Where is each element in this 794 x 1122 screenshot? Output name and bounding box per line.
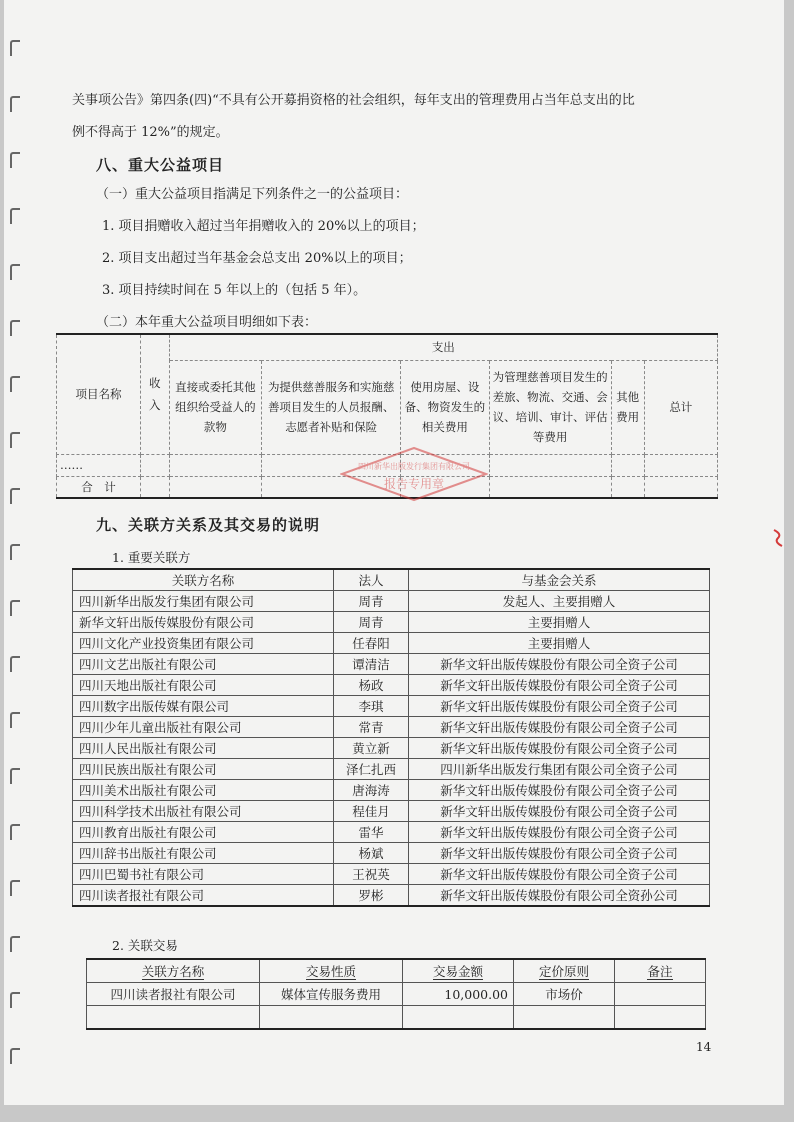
intro-line-2: 例不得高于 12%”的规定。 (72, 125, 229, 140)
header-trans-nature: 交易性质 (305, 964, 356, 979)
col-project-name: 项目名称 (57, 334, 141, 454)
header-relation: 与基金会关系 (409, 569, 710, 591)
table-row: 四川天地出版社有限公司 杨政 新华文轩出版传媒股份有限公司全资子公司 (73, 675, 710, 696)
table-row: 四川文化产业投资集团有限公司 任春阳 主要捐赠人 (73, 633, 710, 654)
row-ellipsis: …… (57, 454, 141, 476)
section9-sub1: 1. 重要关联方 (112, 550, 191, 565)
section8-p1: （一）重大公益项目指满足下列条件之一的公益项目： (96, 187, 409, 202)
red-edge-mark (772, 528, 784, 548)
table-row: 四川辞书出版社有限公司 杨斌 新华文轩出版传媒股份有限公司全资子公司 (73, 843, 710, 864)
table-row: 四川巴蜀书社有限公司 王祝英 新华文轩出版传媒股份有限公司全资子公司 (73, 864, 710, 885)
table-row: 四川读者报社有限公司 媒体宣传服务费用 10,000.00 市场价 (87, 983, 706, 1006)
section8-item-1: 1. 项目捐赠收入超过当年捐赠收入的 20%以上的项目； (102, 219, 425, 234)
table-row: 新华文轩出版传媒股份有限公司 周青 主要捐赠人 (73, 612, 710, 633)
section8-item-2: 2. 项目支出超过当年基金会总支出 20%以上的项目； (102, 251, 412, 266)
header-trans-pricing: 定价原则 (538, 964, 589, 979)
col-income: 收入 (140, 334, 169, 454)
header-trans-amount: 交易金额 (432, 964, 483, 979)
section9-heading: 九、关联方关系及其交易的说明 (96, 516, 321, 534)
report-stamp (340, 446, 488, 502)
section9-sub2: 2. 关联交易 (112, 938, 178, 953)
table-row: 四川人民出版社有限公司 黄立新 新华文轩出版传媒股份有限公司全资子公司 (73, 738, 710, 759)
col-total: 总计 (644, 360, 717, 454)
col-expense-4: 为管理慈善项目发生的差旅、物流、交通、会议、培训、审计、评估等费用 (489, 360, 611, 454)
table-row (87, 1006, 706, 1030)
header-trans-remark: 备注 (647, 964, 673, 979)
col-expense-2: 为提供慈善服务和实施慈善项目发生的人员报酬、志愿者补贴和保险 (262, 360, 401, 454)
col-expense-group: 支出 (169, 334, 717, 360)
table-row: 四川民族出版社有限公司 泽仁扎西 四川新华出版发行集团有限公司全资子公司 (73, 759, 710, 780)
table-row: 四川教育出版社有限公司 雷华 新华文轩出版传媒股份有限公司全资子公司 (73, 822, 710, 843)
page-number: 14 (696, 1040, 712, 1054)
col-expense-5: 其他费用 (611, 360, 644, 454)
table-row: 四川科学技术出版社有限公司 程佳月 新华文轩出版传媒股份有限公司全资子公司 (73, 801, 710, 822)
header-legal-person: 法人 (334, 569, 409, 591)
stamp-line-1: 四川新华出版发行集团有限公司 (358, 462, 470, 471)
section8-p2: （二）本年重大公益项目明细如下表： (96, 315, 318, 330)
header-party-name: 关联方名称 (73, 569, 334, 591)
document-page (4, 0, 784, 1105)
header-trans-party: 关联方名称 (141, 964, 205, 979)
col-expense-3: 使用房屋、设备、物资发生的相关费用 (401, 360, 489, 454)
table-row: 四川新华出版发行集团有限公司 周青 发起人、主要捐赠人 (73, 591, 710, 612)
stamp-line-2: 报告专用章 (383, 477, 445, 491)
table-row: 四川美术出版社有限公司 唐海涛 新华文轩出版传媒股份有限公司全资子公司 (73, 780, 710, 801)
related-transactions-table (86, 958, 706, 1030)
table-row: 四川数字出版传媒有限公司 李琪 新华文轩出版传媒股份有限公司全资子公司 (73, 696, 710, 717)
related-parties-table (72, 568, 710, 907)
section8-heading: 八、重大公益项目 (96, 156, 225, 174)
row-sum: 合 计 (57, 476, 141, 498)
intro-line-1: 关事项公告》第四条(四)“不具有公开募捐资格的社会组织，每年支出的管理费用占当年总支出的比 (72, 93, 635, 108)
table-row: 四川文艺出版社有限公司 谭清洁 新华文轩出版传媒股份有限公司全资子公司 (73, 654, 710, 675)
section8-item-3: 3. 项目持续时间在 5 年以上的（包括 5 年）。 (102, 283, 367, 298)
table-row: 四川少年儿童出版社有限公司 常青 新华文轩出版传媒股份有限公司全资子公司 (73, 717, 710, 738)
table-row: 四川读者报社有限公司 罗彬 新华文轩出版传媒股份有限公司全资孙公司 (73, 885, 710, 907)
col-expense-1: 直接或委托其他组织给受益人的款物 (169, 360, 261, 454)
